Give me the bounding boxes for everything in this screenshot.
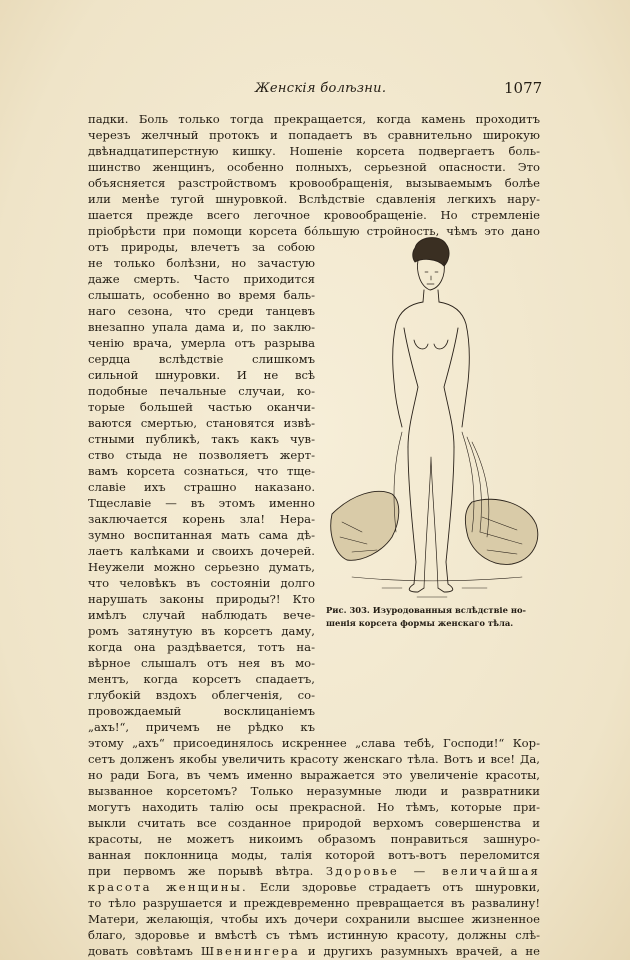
text-line: красоты, не можетъ никоимъ образомъ понравиться зашнуро- [88,832,540,846]
text-line: но ради Бога, въ чемъ именно выражается это увеличеніе красоты, [88,768,540,782]
text-line: сильной шнуровки. И не всѣ [88,368,315,382]
figure-caption [326,604,542,630]
text-line: сетъ долженъ якобы увеличить красоту женскаго тѣла. Вотъ и все! Да, [88,752,540,766]
text-line: лаетъ калѣками и своихъ дочерей. [88,544,315,558]
text-line: то тѣло разрушается и преждевременно превращается въ развалину! [88,896,540,910]
text-line: благо, здоровье и вмѣстѣ съ тѣмъ истинную красоту, должны слѣ- [88,928,540,942]
text-fragment: при первомъ же порывѣ вѣтра. [88,864,314,878]
text-line: наго сезона, что среди танцевъ [88,304,315,318]
text-line: стными публикѣ, такъ какъ чув- [88,432,315,446]
text-line: Матери, желающія, чтобы ихъ дочери сохранили высшее жизненное [88,912,540,926]
text-line: отъ природы, влечетъ за собою [88,240,315,254]
text-line: выкли считать все созданное природой верхомъ совершенства и [88,816,540,830]
text-line: славіе ихъ страшно наказано. [88,480,315,494]
text-line: провождаемый восклицаніемъ [88,704,315,718]
caption-line: Рис. 303. Изуродованныя вслѣдствіе но- [326,605,527,615]
text-line: объясняется разстройствомъ кровообращенія, вызываемымъ болѣе [88,176,540,190]
text-line: Неужели можно серьезно думать, [88,560,315,574]
text-line: черезъ желчный протокъ и попадаетъ въ сравнительно широкую [88,128,540,142]
caption-line: шенія корсета формы женскаго тѣла. [326,618,514,628]
text-line: глубокій вздохъ облегченія, со- [88,688,315,702]
text-line: шинство женщинъ, особенно полныхъ, серьезной опасности. Это [88,160,540,174]
text-line: ванная поклонница моды, талія которой вотъ-вотъ переломится [88,848,540,862]
text-line [88,943,540,959]
text-line [88,863,540,879]
text-line: вызванное корсетомъ? Только неразумные люди и развратники [88,784,540,798]
spaced-emphasis: Здоровье — величайшая [325,864,540,878]
text-line [88,879,540,895]
text-line: когда она раздѣвается, тотъ на- [88,640,315,654]
text-line: этому „ахъ“ присоединялось искреннее „слава тебѣ, Господи!“ Кор- [88,736,540,750]
text-fragment: и другихъ разумныхъ врачей, а не [307,944,541,958]
text-line: не только болѣзни, но зачастую [88,256,315,270]
text-line: вамъ корсета сознаться, что тще- [88,464,315,478]
text-line: ромъ затянутую въ корсетъ даму, [88,624,315,638]
text-line: даже смерть. Часто приходится [88,272,315,286]
text-line: слышать, особенно во время баль- [88,288,315,302]
text-line: торые большей частью оканчи- [88,400,315,414]
text-line: зумно воспитанная мать сама дѣ- [88,528,315,542]
text-line: что человѣкъ въ состояніи долго [88,576,315,590]
text-line: ваются смертью, становятся извѣ- [88,416,315,430]
text-line: вѣрное слышалъ отъ нея въ мо- [88,656,315,670]
figure-illustration [322,232,544,604]
text-line: „ахъ!“, причемъ не рѣдко къ [88,720,315,734]
text-line: пріобрѣсти при помощи корсета бо́льшую стройность, чѣмъ это дано [88,224,540,238]
text-line: могутъ находить талію осы прекрасной. Но тѣмъ, которые при- [88,800,540,814]
spaced-emphasis: Швенингера [200,944,300,958]
text-line: шается прежде всего легочное кровообращеніе. Но стремленіе [88,208,540,222]
text-line: сердца вслѣдствіе слишкомъ [88,352,315,366]
text-line: подобные печальные случаи, ко- [88,384,315,398]
text-line: ство стыда не позволяетъ жерт- [88,448,315,462]
page-number: 1077 [504,79,543,97]
spaced-emphasis: красота женщины. [88,880,248,894]
text-line: внезапно упала дама и, по заклю- [88,320,315,334]
text-line: двѣнадцатиперстную кишку. Ношеніе корсета подвергаетъ боль- [88,144,540,158]
text-line: или менѣе тугой шнуровкой. Вслѣдствіе сдавленія легкихъ нару- [88,192,540,206]
text-fragment: довать совѣтамъ [88,944,193,958]
text-line: имѣлъ случай наблюдать вече- [88,608,315,622]
text-line: Тщеславіе — въ этомъ именно [88,496,315,510]
text-line: ментъ, когда корсетъ спадаетъ, [88,672,315,686]
text-line: падки. Боль только тогда прекращается, когда камень проходитъ [88,112,540,126]
text-fragment: Если здоровье страдаетъ отъ шнуровки, [259,880,540,894]
text-line: заключается корень зла! Нера- [88,512,315,526]
text-line: ченію врача, умерла отъ разрыва [88,336,315,350]
text-line: нарушать законы природы?! Кто [88,592,315,606]
running-title: Женскія болѣзни. [255,81,387,96]
